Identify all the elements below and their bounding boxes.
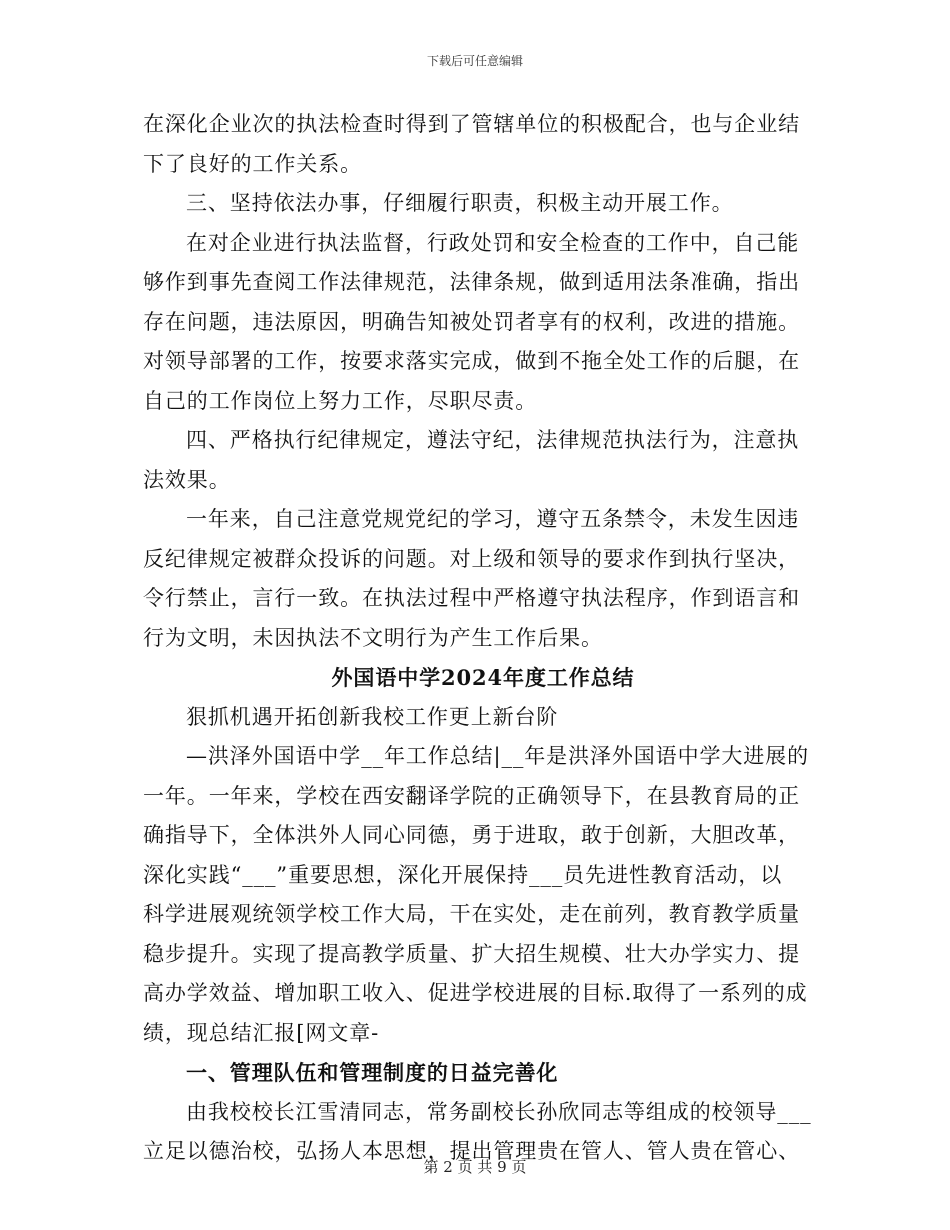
text-line: 立足以德治校，弘扬人本思想，提出管理贵在管人、管人贵在管心、	[143, 1139, 800, 1163]
page-footer: 第 2 页 共 9 页	[423, 1158, 527, 1176]
text-line: 法效果。	[143, 467, 231, 492]
section-heading: 一、管理队伍和管理制度的日益完善化	[186, 1060, 559, 1085]
text-line: 由我校校长江雪清同志，常务副校长孙欣同志等组成的校领导___	[186, 1099, 812, 1124]
text-line: 行为文明，未因执法不文明行为产生工作后果。	[143, 625, 603, 650]
text-line: 在对企业进行执法监督，行政处罚和安全检查的工作中，自己能	[186, 230, 800, 255]
text-line: 自己的工作岗位上努力工作，尽职尽责。	[143, 388, 538, 413]
text-line: 够作到事先查阅工作法律规范，法律条规，做到适用法条准确，指出	[143, 270, 800, 294]
text-line: 绩，现总结汇报[网文章-	[143, 1020, 380, 1045]
text-line: 科学进展观统领学校工作大局，干在实处，走在前列，教育教学质量	[143, 902, 800, 926]
text-line: 一年。一年来，学校在西安翻译学院的正确领导下，在县教育局的正	[143, 783, 800, 808]
text-line: 下了良好的工作关系。	[143, 151, 362, 176]
text-line: 反纪律规定被群众投诉的问题。对上级和领导的要求作到执行坚决，	[143, 546, 800, 571]
section-heading: 四、严格执行纪律规定，遵法守纪，法律规范执法行为，注意执	[186, 428, 800, 452]
page-header: 下载后可任意编辑	[426, 54, 523, 68]
text-line: 存在问题，违法原因，明确告知被处罚者享有的权利，改进的措施。	[143, 309, 800, 334]
text-line: 确指导下，全体洪外人同心同德，勇于进取，敢于创新，大胆改革，	[143, 823, 800, 847]
text-line: 一年来，自己注意党规党纪的学习，遵守五条禁令，未发生因违	[186, 507, 800, 531]
text-line: 稳步提升。实现了提高教学质量、扩大招生规模、壮大办学实力、提	[143, 941, 800, 966]
text-line: 高办学效益、增加职工收入、促进学校进展的目标.取得了一系列的成	[143, 981, 808, 1005]
text-line: 令行禁止，言行一致。在执法过程中严格遵守执法程序，作到语言和	[143, 586, 800, 610]
text-line: 深化实践“___”重要思想，深化开展保持___员先进性教育活动，以	[143, 862, 783, 887]
text-line: 对领导部署的工作，按要求落实完成，做到不拖全处工作的后腿，在	[143, 349, 800, 373]
text-line: 在深化企业次的执法检查时得到了管辖单位的积极配合，也与企业结	[143, 112, 800, 136]
text-line: —洪泽外国语中学__年工作总结|__年是洪泽外国语中学大进展的	[186, 744, 809, 768]
document-title: 外国语中学2024年度工作总结	[331, 665, 635, 690]
section-heading: 三、坚持依法办事，仔细履行职责，积极主动开展工作。	[186, 191, 734, 215]
subtitle-line: 狠抓机遇开拓创新我校工作更上新台阶	[186, 704, 559, 729]
document-body	[143, 105, 813, 1172]
